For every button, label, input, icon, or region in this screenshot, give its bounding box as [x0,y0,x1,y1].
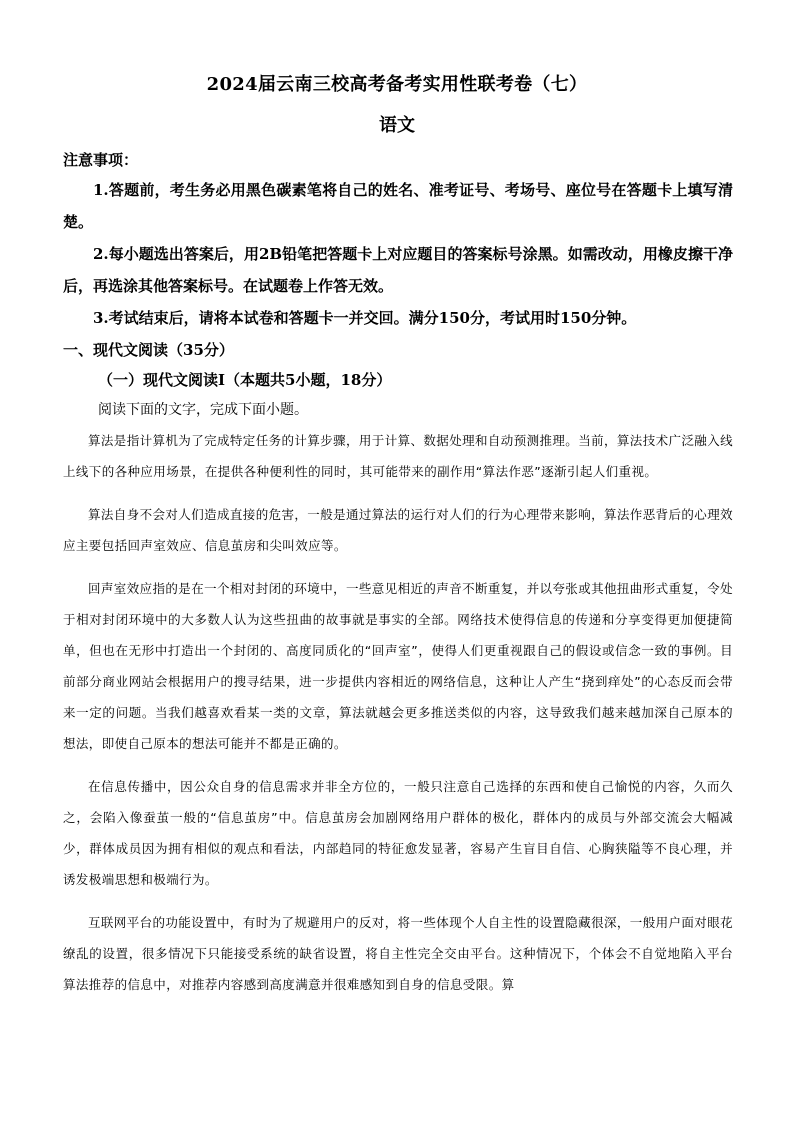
passage-paragraph-3: 回声室效应指的是在一个相对封闭的环境中，一些意见相近的声音不断重复，并以夸张或其他扭曲形式重复，令处于相对封闭环境中的大多数人认为这些扭曲的故事就是事实的全部。网络技术使得信息的传递和分享变得更加便捷简单，但也在无形中打造出一个封闭的、高度同质化的“回声室”，使得人们更重视跟自己的假设或信念一致的事例。目前部分商业网站会根据用户的搜寻结果，进一步提供内容相近的网络信息，这种让人产生“挠到痒处”的心态反而会带来一定的问题。当我们越喜欢看某一类的文章，算法就越会更多推送类似的内容，这导致我们越来越加深自己原本的想法，即使自己原本的想法可能并不都是正确的。 [63,581,734,751]
passage-paragraph-5: 互联网平台的功能设置中，有时为了规避用户的反对，将一些体现个人自主性的设置隐藏很深，一般用户面对眼花缭乱的设置，很多情况下只能接受系统的缺省设置，将自主性完全交由平台。这种情况下，个体会不自觉地陷入平台算法推荐的信息中，对推荐内容感到高度满意并很难感知到自身的信息受限。算 [63,915,734,992]
passage-paragraph-1: 算法是指计算机为了完成特定任务的计算步骤，用于计算、数据处理和自动预测推理。当前，算法技术广泛融入线上线下的各种应用场景，在提供各种便利性的同时，其可能带来的副作用“算法作恶”逐渐引起人们重视。 [63,433,734,479]
notice-item-3: 3.考试结束后，请将本试卷和答题卡一并交回。满分150分，考试用时150分钟。 [93,309,637,327]
reading-instruction: 阅读下面的文字，完成下面小题。 [98,402,308,418]
subject-title: 语文 [379,115,415,136]
notice-list [63,174,733,334]
section-heading: 一、现代文阅读（35分） [63,341,234,359]
passage-paragraph-4: 在信息传播中，因公众自身的信息需求并非全方位的，一般只注意自己选择的东西和使自己愉悦的内容，久而久之，会陷入像蚕茧一般的“信息茧房”中。信息茧房会加剧网络用户群体的极化，群体内的成员与外部交流会大幅减少，群体成员因为拥有相似的观点和看法，内部趋同的特征愈发显著，容易产生盲目自信、心胸狭隘等不良心理，并诱发极端思想和极端行为。 [63,779,733,887]
passage-paragraph-2: 算法自身不会对人们造成直接的危害，一般是通过算法的运行对人们的行为心理带来影响，算法作恶背后的心理效应主要包括回声室效应、信息茧房和尖叫效应等。 [63,507,734,553]
notice-item-2: 2.每小题选出答案后，用2B铅笔把答题卡上对应题目的答案标号涂黑。如需改动，用橡皮擦干净后，再选涂其他答案标号。在试题卷上作答无效。 [63,245,733,295]
sub-section-heading: （一）现代文阅读Ⅰ（本题共5小题，18分） [98,371,392,389]
exam-title: 2024届云南三校高考备考实用性联考卷（七） [206,74,588,95]
notice-item-1: 1.答题前，考生务必用黑色碳素笔将自己的姓名、准考证号、考场号、座位号在答题卡上填写清楚。 [63,181,733,231]
notice-heading: 注意事项： [63,151,139,169]
reading-passage [63,425,733,1012]
